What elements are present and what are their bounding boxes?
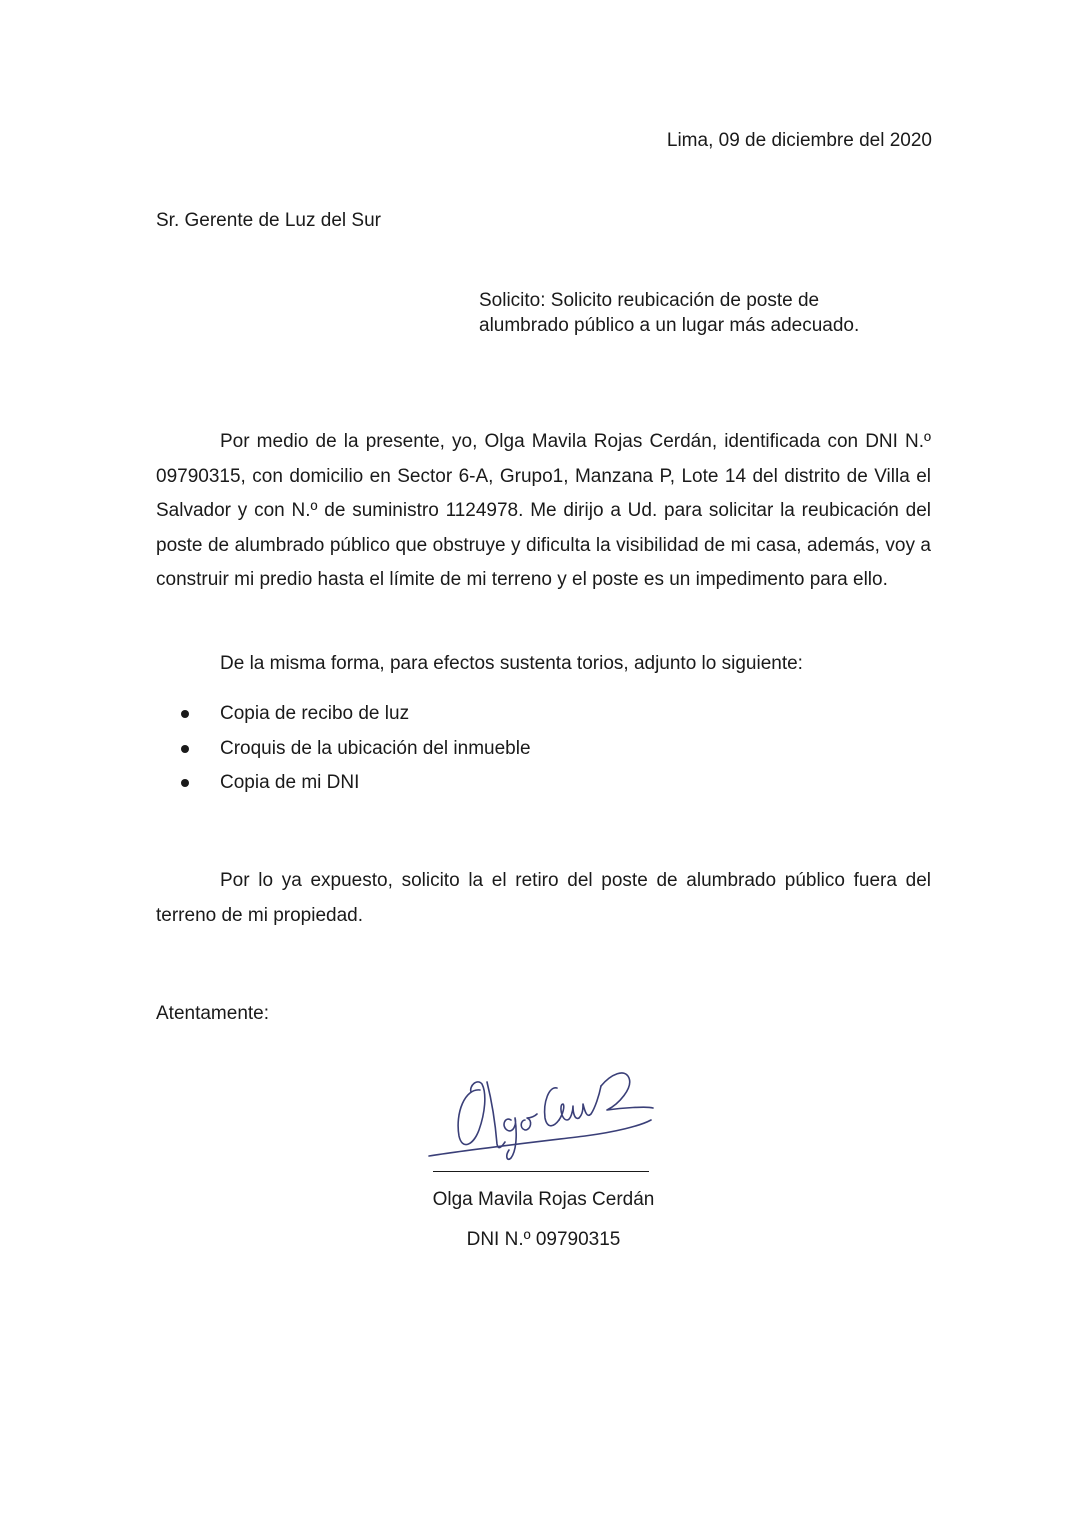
signer-name: Olga Mavila Rojas Cerdán <box>432 1189 655 1210</box>
addressee: Sr. Gerente de Luz del Sur <box>156 210 381 231</box>
bullet-icon <box>181 779 189 787</box>
signature-line <box>433 1171 649 1172</box>
bullet-icon <box>181 745 189 753</box>
date-line: Lima, 09 de diciembre del 2020 <box>666 130 932 151</box>
attachment-label: Copia de recibo de luz <box>220 703 410 724</box>
body-paragraph-2: De la misma forma, para efectos sustenta torios, adjunto lo siguiente: <box>220 653 803 674</box>
subject-line-1: Solicito: Solicito reubicación de poste de <box>479 290 820 311</box>
subject-block <box>479 288 919 338</box>
closing: Atentamente: <box>156 1003 270 1024</box>
list-item <box>156 697 856 732</box>
signature-image <box>425 1058 665 1168</box>
list-item <box>156 732 856 767</box>
attachment-label: Croquis de la ubicación del inmueble <box>220 737 531 759</box>
body-paragraph-3: Por lo ya expuesto, solicito la el retiro del poste de alumbrado público fuera del terreno de mi propiedad. <box>156 870 931 926</box>
list-item <box>156 766 856 801</box>
attachments-list <box>156 697 856 801</box>
subject-line-2: alumbrado público a un lugar más adecuado. <box>479 315 860 336</box>
bullet-icon <box>181 710 189 718</box>
body-paragraph-1: Por medio de la presente, yo, Olga Mavila Rojas Cerdán, identificada con DNI N.º 09790315, con domicilio en Sector 6-A, Grupo1, Manzana P, Lote 14 del distrito de Villa el Salvador y con N.º de suministro 1124978. Me dirijo a Ud. para solicitar la reubicación del poste de alumbrado público que obstruye y dificulta la visibilidad de mi casa, además, voy a construir mi predio hasta el límite de mi terreno y el poste es un impedimento para ello. <box>156 431 931 591</box>
attachment-label: Copia de mi DNI <box>220 772 360 794</box>
signer-id: DNI N.º 09790315 <box>466 1229 621 1250</box>
